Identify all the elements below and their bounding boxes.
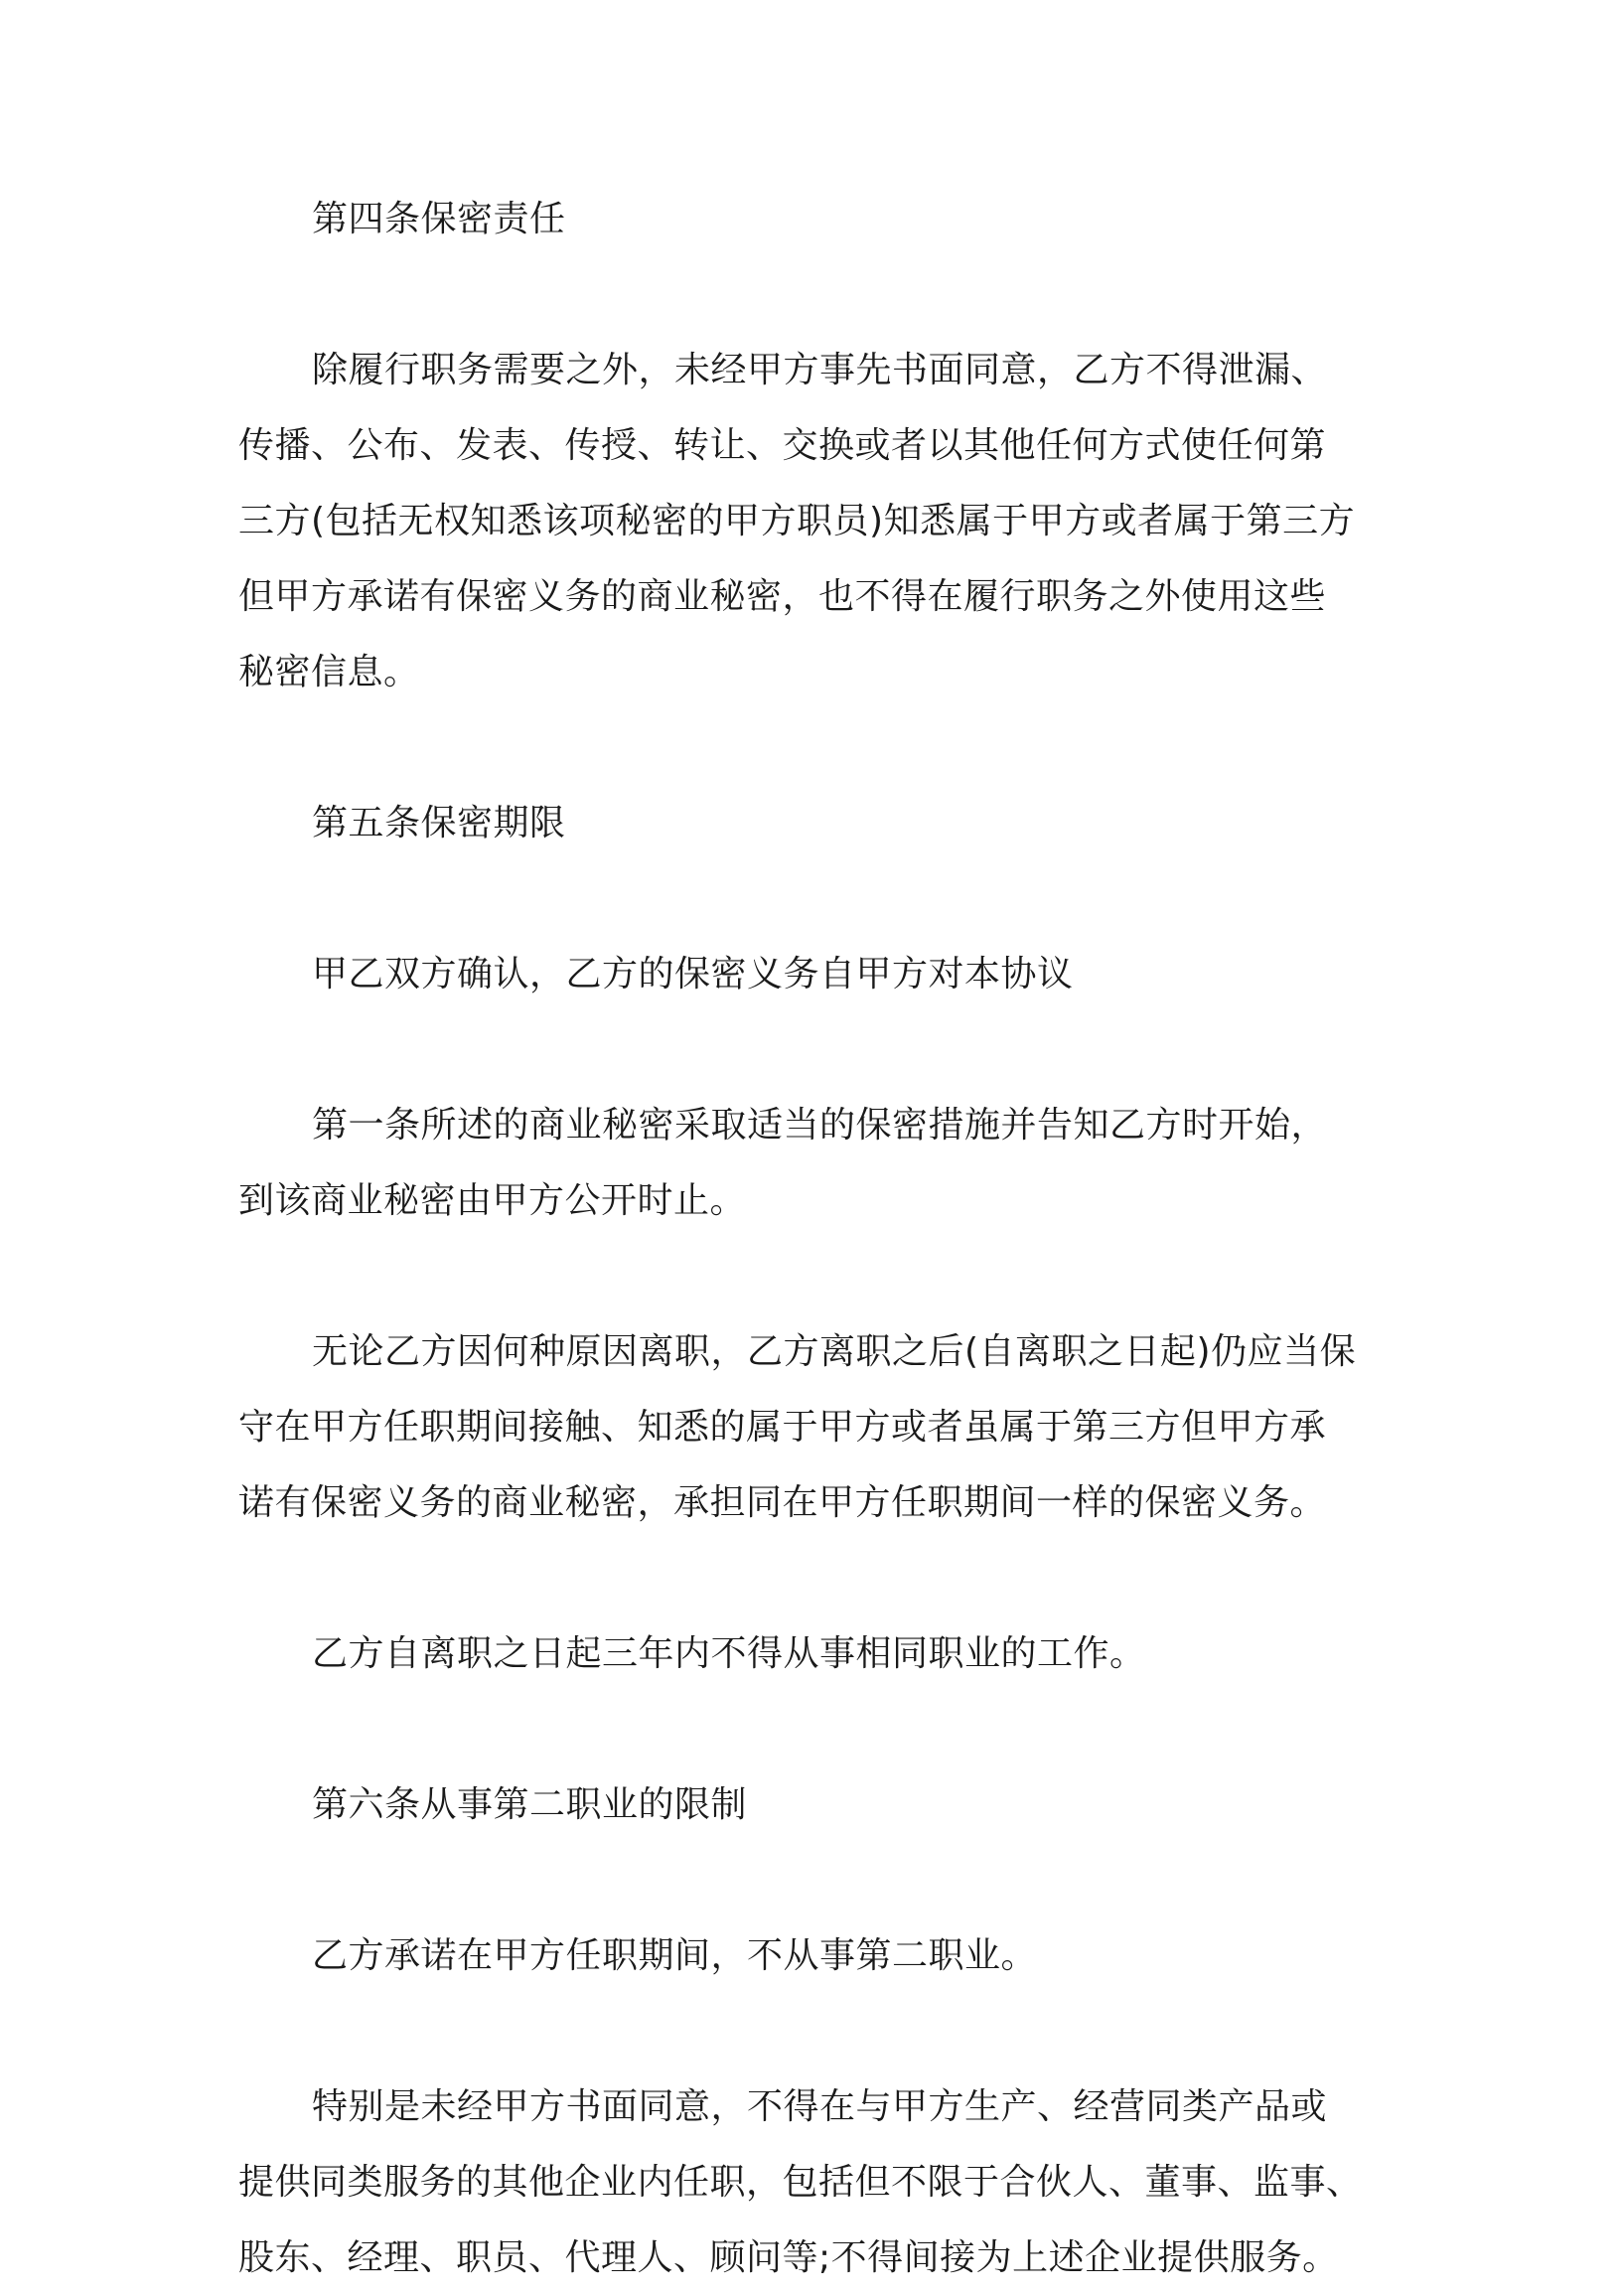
paragraph-line: 到该商业秘密由甲方公开时止。 [238, 1180, 747, 1221]
paragraph-gap [238, 1541, 1381, 1616]
paragraph-line: 无论乙方因何种原因离职，乙方离职之后(自离职之日起)仍应当保 [312, 1331, 1357, 1372]
paragraph-gap [238, 257, 1381, 333]
paragraph-gap [238, 1239, 1381, 1314]
paragraph-line: 传播、公布、发表、传授、转让、交换或者以其他任何方式使任何第 [238, 425, 1327, 466]
paragraph-line: 特别是未经甲方书面同意，不得在与甲方生产、经营同类产品或 [312, 2086, 1328, 2127]
document-body [238, 182, 1381, 2296]
paragraph-line: 甲乙双方确认，乙方的保密义务自甲方对本协议 [312, 954, 1074, 995]
paragraph-line: 诺有保密义务的商业秘密，承担同在甲方任职期间一样的保密义务。 [238, 1482, 1327, 1523]
paragraph-line: 股东、经理、职员、代理人、顾问等;不得间接为上述企业提供服务。 [238, 2237, 1339, 2278]
paragraph-gap [238, 1994, 1381, 2069]
paragraph-line: 提供同类服务的其他企业内任职，包括但不限于合伙人、董事、监事、 [238, 2162, 1363, 2203]
section-heading: 第六条从事第二职业的限制 [312, 1784, 748, 1825]
paragraph-gap [238, 1843, 1381, 1918]
paragraph-gap [238, 1692, 1381, 1767]
paragraph-line: 守在甲方任职期间接触、知悉的属于甲方或者虽属于第三方但甲方承 [238, 1407, 1327, 1448]
paragraph-gap [238, 710, 1381, 786]
section-heading: 第五条保密期限 [312, 803, 566, 843]
paragraph-line: 三方(包括无权知悉该项秘密的甲方职员)知悉属于甲方或者属于第三方 [238, 501, 1356, 541]
paragraph-line: 秘密信息。 [238, 652, 420, 692]
paragraph-line: 除履行职务需要之外，未经甲方事先书面同意，乙方不得泄漏、 [312, 350, 1328, 390]
paragraph-line: 但甲方承诺有保密义务的商业秘密，也不得在履行职务之外使用这些 [238, 576, 1327, 617]
paragraph-line: 乙方承诺在甲方任职期间，不从事第二职业。 [312, 1935, 1038, 1976]
paragraph-gap [238, 1012, 1381, 1088]
paragraph-line: 第一条所述的商业秘密采取适当的保密措施并告知乙方时开始， [312, 1105, 1328, 1146]
section-heading: 第四条保密责任 [312, 199, 566, 239]
paragraph-line: 乙方自离职之日起三年内不得从事相同职业的工作。 [312, 1633, 1146, 1674]
paragraph-gap [238, 861, 1381, 937]
